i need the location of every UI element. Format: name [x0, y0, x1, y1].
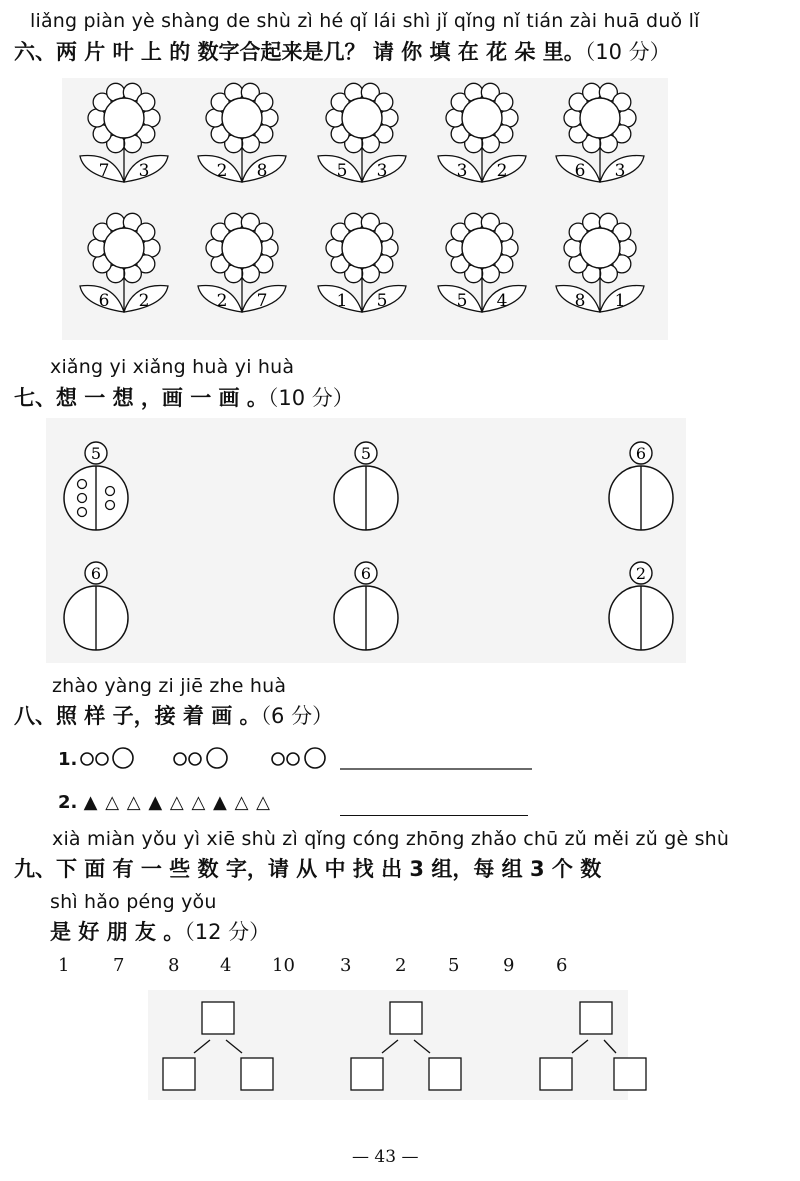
- left-leaf-number: 2: [216, 291, 228, 311]
- left-leaf-number: 5: [336, 161, 348, 181]
- right-leaf-number: 1: [614, 291, 626, 311]
- ladybug-number: 2: [635, 564, 647, 583]
- section6-title: [14, 36, 671, 66]
- flower: [198, 83, 286, 182]
- flower: [318, 213, 406, 312]
- flower: [438, 213, 526, 312]
- left-box[interactable]: [163, 1058, 195, 1090]
- tree3-right-box: [612, 1056, 648, 1092]
- triangle-sequence: ▲ △ △ ▲ △ △ ▲ △ △: [83, 792, 272, 813]
- number-list: [0, 955, 800, 979]
- top-box[interactable]: [580, 1002, 612, 1034]
- right-leaf-number: 3: [376, 161, 388, 181]
- item2-number: 2.: [58, 792, 78, 813]
- flower-center-answer[interactable]: [462, 228, 502, 268]
- number-item: 1: [58, 955, 70, 976]
- right-leaf-number: 3: [138, 161, 150, 181]
- ladybug: [334, 562, 398, 650]
- section8-title: [14, 700, 333, 730]
- section6-pinyin: liǎng piàn yè shàng de shù zì hé qǐ lái shì jǐ qǐng nǐ tián zài huā duǒ lǐ: [30, 10, 700, 32]
- section9-points: （12 分）: [184, 920, 271, 944]
- left-leaf-number: 2: [216, 161, 228, 181]
- flower-center-answer[interactable]: [342, 98, 382, 138]
- section7-points: （10 分）: [267, 386, 354, 410]
- flower: [556, 83, 644, 182]
- left-leaf-number: 8: [574, 291, 586, 311]
- section7-pinyin: xiǎng yi xiǎng huà yi huà: [50, 356, 295, 378]
- right-leaf-number: 2: [496, 161, 508, 181]
- ladybug: [64, 562, 128, 650]
- ladybug: [334, 442, 398, 530]
- number-item: 6: [556, 955, 568, 976]
- number-tree-2: [351, 1002, 461, 1090]
- right-leaf-number: 5: [376, 291, 388, 311]
- flower: [318, 83, 406, 182]
- flower-center-answer[interactable]: [222, 98, 262, 138]
- section9-title-2: [50, 916, 270, 946]
- flower-center-answer[interactable]: [104, 228, 144, 268]
- ladybug-number: 5: [360, 444, 372, 463]
- item2-label: [58, 792, 271, 813]
- flower-center-answer[interactable]: [580, 228, 620, 268]
- section7-title-text: 七、想 一 想 ，画 一 画 。: [14, 386, 268, 410]
- answer-line-2[interactable]: [340, 815, 528, 816]
- right-box[interactable]: [241, 1058, 273, 1090]
- number-item: 3: [340, 955, 352, 976]
- left-leaf-number: 6: [98, 291, 110, 311]
- ladybug: [64, 442, 128, 530]
- section8-points: （6 分）: [260, 704, 334, 728]
- top-box[interactable]: [390, 1002, 422, 1034]
- top-box[interactable]: [202, 1002, 234, 1034]
- section9-pinyin-2: shì hǎo péng yǒu: [50, 891, 217, 913]
- left-leaf-number: 7: [98, 161, 110, 181]
- number-item: 10: [272, 955, 295, 976]
- item1-label: 1.: [58, 749, 78, 770]
- flower-center-answer[interactable]: [104, 98, 144, 138]
- page-number: — 43 —: [352, 1147, 419, 1167]
- left-leaf-number: 3: [456, 161, 468, 181]
- left-leaf-number: 1: [336, 291, 348, 311]
- flower-center-answer[interactable]: [462, 98, 502, 138]
- right-box[interactable]: [429, 1058, 461, 1090]
- ladybug-number: 6: [635, 444, 647, 463]
- section9-title-1: 九、下 面 有 一 些 数 字，请 从 中 找 出 3 组，每 组 3 个 数: [14, 857, 602, 881]
- right-box[interactable]: [614, 1058, 646, 1090]
- ladybugs-figure: [46, 418, 686, 663]
- section7-title: [14, 382, 354, 412]
- number-trees: [148, 990, 628, 1100]
- ladybug-panel: [46, 418, 686, 663]
- right-leaf-number: 7: [256, 291, 268, 311]
- flowers-figure: [62, 78, 668, 340]
- ladybug: [609, 442, 673, 530]
- section9-title-2-text: 是 好 朋 友 。: [50, 920, 185, 944]
- number-item: 2: [395, 955, 407, 976]
- number-item: 4: [220, 955, 232, 976]
- flower-center-answer[interactable]: [342, 228, 382, 268]
- flower-panel: [62, 78, 668, 340]
- left-leaf-number: 5: [456, 291, 468, 311]
- ladybug-number: 5: [90, 444, 102, 463]
- number-item: 8: [168, 955, 180, 976]
- right-leaf-number: 4: [496, 291, 508, 311]
- circle-group-1: [81, 748, 133, 768]
- right-leaf-number: 2: [138, 291, 150, 311]
- flower-center-answer[interactable]: [580, 98, 620, 138]
- number-tree-1: [163, 1002, 273, 1090]
- right-leaf-number: 8: [256, 161, 268, 181]
- section9-pinyin-1: xià miàn yǒu yì xiē shù zì qǐng cóng zhōng zhǎo chū zǔ měi zǔ gè shù: [52, 828, 730, 850]
- ladybug-number: 6: [90, 564, 102, 583]
- flower-center-answer[interactable]: [222, 228, 262, 268]
- flower: [198, 213, 286, 312]
- flower: [80, 83, 168, 182]
- ladybug: [609, 562, 673, 650]
- number-item: 5: [448, 955, 460, 976]
- circle-group-2: [174, 748, 227, 768]
- section6-points: （10 分）: [584, 40, 671, 64]
- number-item: 9: [503, 955, 515, 976]
- number-item: 7: [113, 955, 125, 976]
- section6-title-text: 六、两 片 叶 上 的 数字合起来是几？ 请 你 填 在 花 朵 里。: [14, 40, 585, 64]
- section8-title-text: 八、照 样 子，接 着 画 。: [14, 704, 261, 728]
- ladybug-number: 6: [360, 564, 372, 583]
- left-box[interactable]: [351, 1058, 383, 1090]
- left-leaf-number: 6: [574, 161, 586, 181]
- number-tree-panel: [148, 990, 628, 1100]
- flower: [556, 213, 644, 312]
- circle-sequence: [80, 742, 540, 774]
- flower: [438, 83, 526, 182]
- flower: [80, 213, 168, 312]
- circle-group-3: [272, 748, 325, 768]
- section8-pinyin: zhào yàng zi jiē zhe huà: [52, 675, 287, 697]
- left-box[interactable]: [540, 1058, 572, 1090]
- number-tree-3: [540, 1002, 616, 1090]
- right-leaf-number: 3: [614, 161, 626, 181]
